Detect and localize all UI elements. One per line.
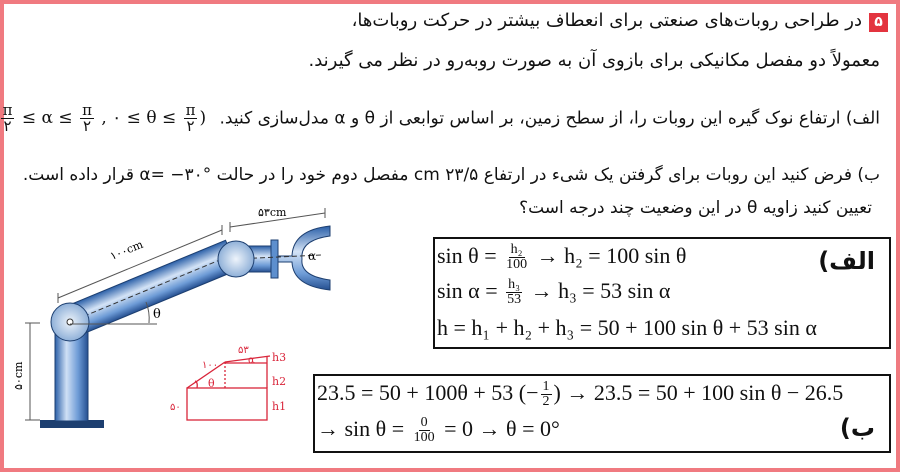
answer-a-line-1 [437,243,686,272]
part-b-line-2: تعیین کنید زاویه θ در این وضعیت چند درجه است؟ [519,198,872,218]
math-text: 23.5 = 50 + 100θ + 53 (− [317,380,539,405]
part-b-line-1: ب) فرض کنید این روبات برای گرفتن یک شیء در ارتفاع ۲۳/۵ cm مفصل دوم خود را در حالت α= −۳۰° قرار داده است. [22,165,880,185]
part-a-row [0,103,880,134]
sketch-forearm-label: ۵۳ [238,345,249,356]
sketch-arm-label: ۱۰۰ [202,360,219,371]
arm-length-label: ۱۰۰cm [108,237,145,263]
answer-box-b [313,374,891,453]
forearm-length-label: ۵۳cm [258,206,287,219]
answer-b-label: ب) [839,414,875,442]
denominator: 100 [413,430,435,446]
fraction [504,243,529,272]
answer-b-line-1 [317,380,843,409]
denominator: ۲ [82,117,92,135]
part-a-text: الف) ارتفاع نوک گیره این روبات را، از سطح زمین، بر اساس توابعی از θ و α مدل‌سازی کنید. [219,108,880,129]
cond-alpha: ≤ α ≤ [21,108,73,128]
cond-close: ) [199,108,207,128]
base-height-label: ۵۰cm [12,361,25,390]
numerator: π [185,101,196,119]
fraction [505,278,523,307]
answer-a-line-2 [437,278,670,307]
cond-theta: , ۰ ≤ θ ≤ [101,108,177,128]
alpha-label: α [308,249,317,263]
numerator: 1 [542,379,550,395]
denominator: 2 [542,394,550,410]
part-a-condition [0,103,206,134]
fraction [412,416,437,445]
elbow-joint [218,241,254,277]
numerator: π [82,101,92,119]
answer-box-a [433,237,891,349]
sketch-base-label: ۵۰ [170,402,181,413]
upper-arm [64,237,238,337]
denominator: 53 [507,292,522,308]
fraction [80,103,94,134]
question-line-2: معمولاً دو مفصل مکانیکی برای بازوی آن به صورت روبه‌رو در نظر می گیرند. [308,50,880,71]
math-text: sin α = [437,278,504,303]
question-number-badge: ۵ [869,13,888,32]
math-text: → h₃ = 53 sin α [525,278,671,303]
sketch-h3-label: h3 [272,351,287,364]
question-line-1: در طراحی روبات‌های صنعتی برای انعطاف بیشتر در حرکت روبات‌ها، [351,10,862,31]
fraction [184,103,198,134]
math-text: ) → 23.5 = 50 + 100 sin θ − 26.5 [553,380,844,405]
sketch-alpha-label: α [248,355,255,366]
denominator: 100 [506,257,528,273]
denominator: ۲ [186,117,195,135]
numerator: h₂ [510,242,523,258]
answer-a-label: الف) [818,247,875,275]
handwritten-sketch [160,335,300,430]
theta-label: θ [153,307,161,322]
math-text: → h₂ = 100 sin θ [531,243,687,268]
sketch-lines [187,356,270,420]
numerator: h₃ [508,277,521,293]
math-text: sin θ = [437,243,503,268]
math-text: = 0 → θ = 0° [438,416,560,441]
fraction [541,380,552,409]
denominator: ۲ [3,117,12,135]
fraction [1,103,15,134]
math-text: → sin θ = [317,416,410,441]
sketch-theta-label: θ [208,377,215,390]
numerator: π [2,101,13,119]
sketch-h1-label: h1 [272,400,287,413]
answer-b-line-2 [317,416,560,445]
numerator: 0 [420,415,428,431]
sketch-h2-label: h2 [272,375,287,388]
answer-a-line-3: h = h₁ + h₂ + h₃ = 50 + 100 sin θ + 53 sin α [437,315,817,340]
